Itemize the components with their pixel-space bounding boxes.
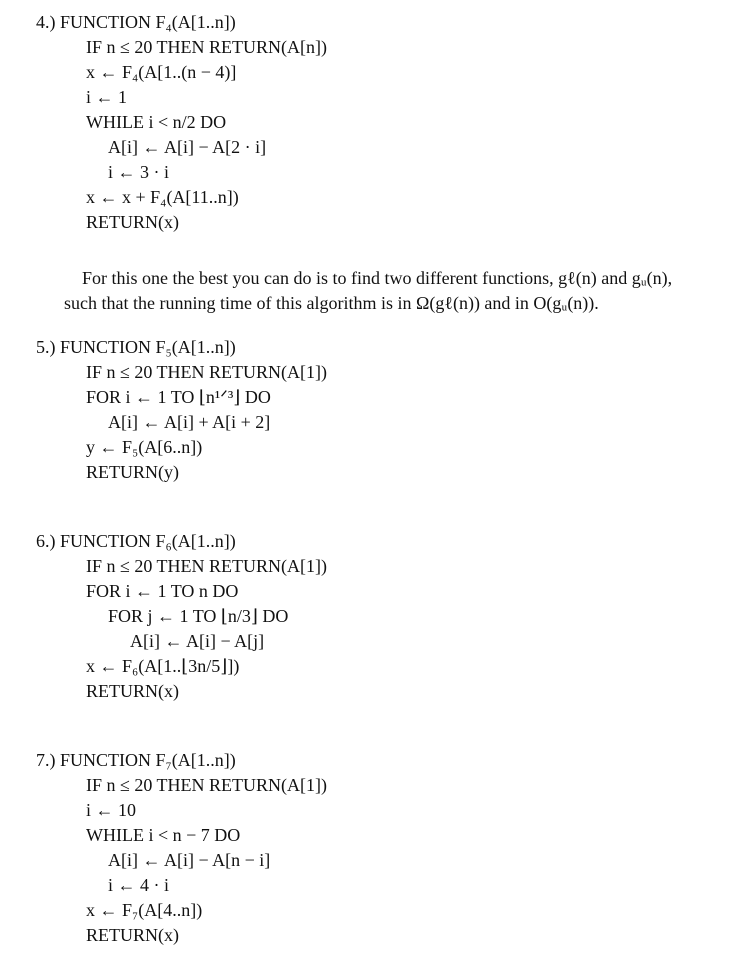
- code-line: FOR j ← 1 TO ⌊n/3⌋ DO: [108, 606, 289, 626]
- code-line: A[i] ← A[i] − A[n − i]: [108, 850, 271, 870]
- code-line: IF n ≤ 20 THEN RETURN(A[1]): [86, 556, 328, 576]
- note-line-1: For this one the best you can do is to find two different functions, gℓ(n) and gᵤ(n),: [82, 268, 673, 288]
- problem-6-header: 6.) FUNCTION F₆(A[1..n]): [36, 531, 236, 551]
- problem-4-header: 4.) FUNCTION F₄(A[1..n]): [36, 12, 236, 32]
- code-line: RETURN(x): [86, 681, 179, 701]
- note-paragraph: [64, 266, 724, 316]
- code-line: A[i] ← A[i] − A[j]: [130, 631, 265, 651]
- code-line: x ← x + F₄(A[11..n]): [86, 187, 239, 207]
- code-line: A[i] ← A[i] + A[i + 2]: [108, 412, 271, 432]
- code-line: FOR i ← 1 TO ⌊n¹ᐟ³⌋ DO: [86, 387, 271, 407]
- problem-7-header: 7.) FUNCTION F₇(A[1..n]): [36, 750, 236, 770]
- code-line: x ← F₇(A[4..n]): [86, 900, 203, 920]
- code-line: x ← F₄(A[1..(n − 4)]: [86, 62, 237, 82]
- code-line: i ← 4 · i: [108, 875, 169, 895]
- code-line: IF n ≤ 20 THEN RETURN(A[1]): [86, 362, 328, 382]
- code-line: x ← F₆(A[1..⌊3n/5⌋]): [86, 656, 240, 676]
- code-line: WHILE i < n − 7 DO: [86, 825, 241, 845]
- code-line: i ← 3 · i: [108, 162, 169, 182]
- code-line: A[i] ← A[i] − A[2 · i]: [108, 137, 267, 157]
- code-line: y ← F₅(A[6..n]): [86, 437, 203, 457]
- code-line: FOR i ← 1 TO n DO: [86, 581, 239, 601]
- code-line: IF n ≤ 20 THEN RETURN(A[1]): [86, 775, 328, 795]
- code-line: RETURN(x): [86, 925, 179, 945]
- code-line: RETURN(x): [86, 212, 179, 232]
- code-line: RETURN(y): [86, 462, 179, 482]
- code-line: WHILE i < n/2 DO: [86, 112, 227, 132]
- code-line: IF n ≤ 20 THEN RETURN(A[n]): [86, 37, 328, 57]
- code-line: i ← 1: [86, 87, 128, 107]
- problem-5-header: 5.) FUNCTION F₅(A[1..n]): [36, 337, 236, 357]
- code-line: i ← 10: [86, 800, 137, 820]
- note-line-2: such that the running time of this algorithm is in Ω(gℓ(n)) and in O(gᵤ(n)).: [64, 293, 599, 313]
